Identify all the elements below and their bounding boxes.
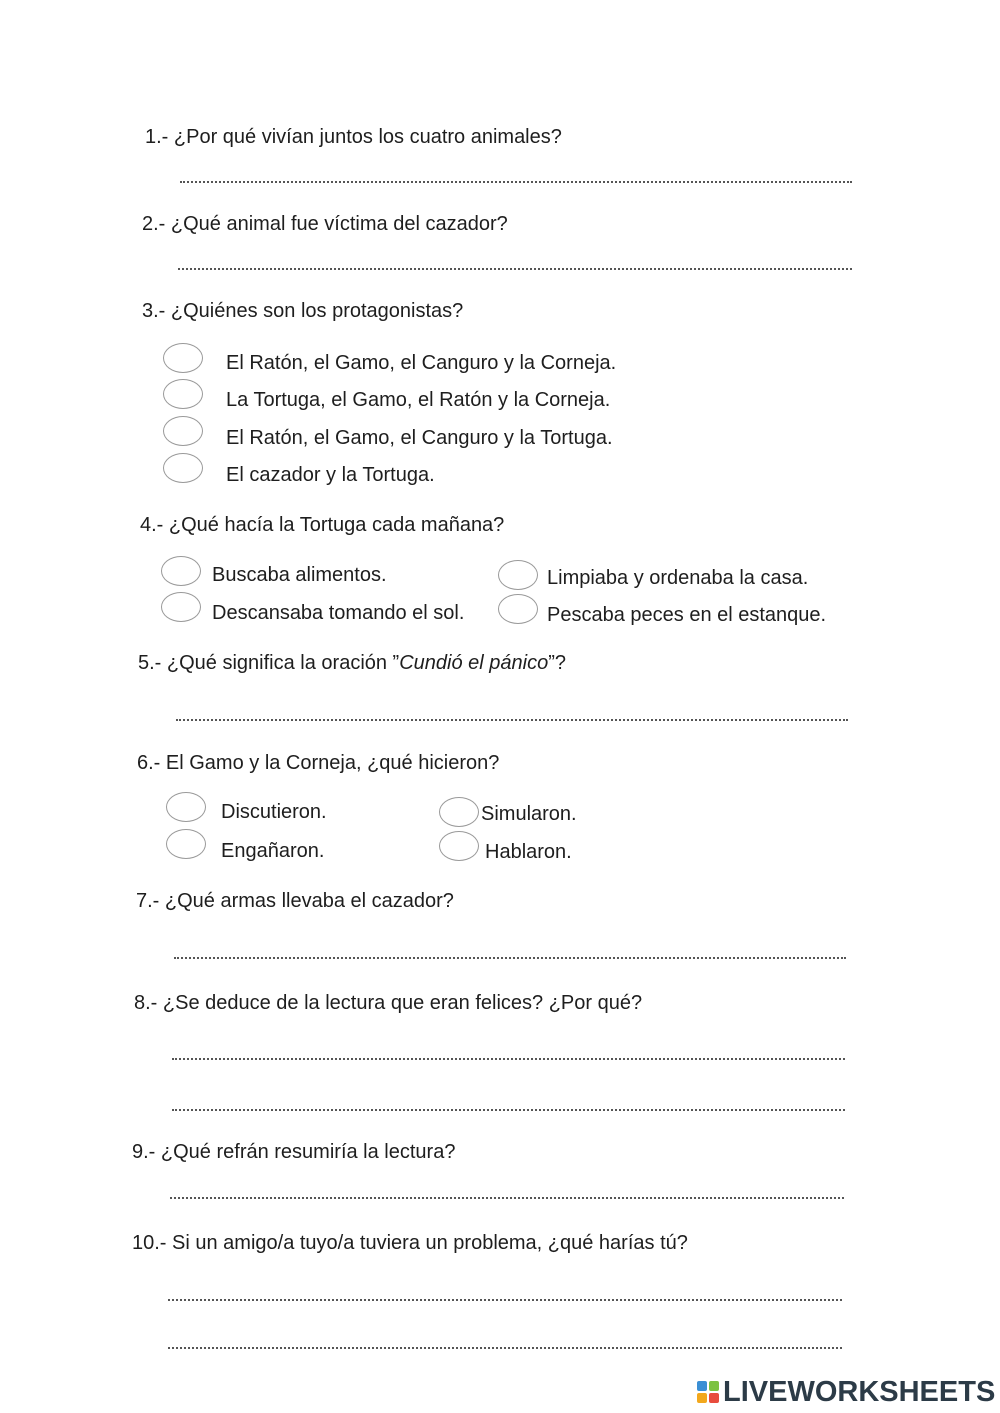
logo-tile: [709, 1393, 719, 1403]
q4-option-2-radio[interactable]: [161, 592, 201, 622]
question-5-quote: Cundió el pánico: [399, 652, 549, 674]
q3-option-1-radio[interactable]: [163, 343, 203, 373]
question-8: 8.- ¿Se deduce de la lectura que eran felices? ¿Por qué?: [134, 992, 643, 1014]
question-5-text-end: ”?: [548, 652, 567, 674]
q4-option-3-label: Limpiaba y ordenaba la casa.: [547, 567, 809, 589]
q4-option-4-label: Pescaba peces en el estanque.: [547, 604, 827, 626]
q6-option-1-radio[interactable]: [166, 792, 206, 822]
question-5: [138, 652, 566, 675]
q3-option-4-label: El cazador y la Tortuga.: [226, 464, 435, 486]
q6-option-2-radio[interactable]: [166, 829, 206, 859]
question-4: 4.- ¿Qué hacía la Tortuga cada mañana?: [140, 514, 505, 536]
answer-line-10a[interactable]: [168, 1299, 842, 1301]
q4-option-2-label: Descansaba tomando el sol.: [212, 602, 465, 624]
q6-option-2-label: Engañaron.: [221, 840, 325, 862]
q4-option-3-radio[interactable]: [498, 560, 538, 590]
logo-tile: [697, 1381, 707, 1391]
q4-option-4-radio[interactable]: [498, 594, 538, 624]
question-2: 2.- ¿Qué animal fue víctima del cazador?: [142, 213, 508, 235]
answer-line-8b[interactable]: [172, 1109, 845, 1111]
logo-tile: [709, 1381, 719, 1391]
question-3: 3.- ¿Quiénes son los protagonistas?: [142, 300, 464, 322]
q3-option-4-radio[interactable]: [163, 453, 203, 483]
q6-option-4-radio[interactable]: [439, 831, 479, 861]
q3-option-3-label: El Ratón, el Gamo, el Canguro y la Tortuga.: [226, 427, 613, 449]
q4-option-1-radio[interactable]: [161, 556, 201, 586]
q6-option-3-label: Simularon.: [481, 803, 577, 825]
q6-option-1-label: Discutieron.: [221, 801, 327, 823]
q4-option-1-label: Buscaba alimentos.: [212, 564, 387, 586]
question-10: 10.- Si un amigo/a tuyo/a tuviera un problema, ¿qué harías tú?: [132, 1232, 688, 1254]
answer-line-8a[interactable]: [172, 1058, 845, 1060]
question-9: 9.- ¿Qué refrán resumiría la lectura?: [132, 1141, 456, 1163]
question-5-text: 5.- ¿Qué significa la oración ”: [138, 652, 400, 674]
question-6: 6.- El Gamo y la Corneja, ¿qué hicieron?: [137, 752, 500, 774]
q6-option-4-label: Hablaron.: [485, 841, 572, 863]
question-1: 1.- ¿Por qué vivían juntos los cuatro animales?: [145, 126, 562, 148]
q3-option-2-label: La Tortuga, el Gamo, el Ratón y la Corneja.: [226, 389, 611, 411]
q3-option-1-label: El Ratón, el Gamo, el Canguro y la Corneja.: [226, 352, 617, 374]
q3-option-3-radio[interactable]: [163, 416, 203, 446]
answer-line-7[interactable]: [174, 957, 846, 959]
liveworksheets-logo-icon: [697, 1381, 719, 1403]
q3-option-2-radio[interactable]: [163, 379, 203, 409]
answer-line-5[interactable]: [176, 719, 848, 721]
question-7: 7.- ¿Qué armas llevaba el cazador?: [136, 890, 454, 912]
answer-line-9[interactable]: [170, 1197, 844, 1199]
liveworksheets-logo-text: LIVEWORKSHEETS: [723, 1376, 996, 1408]
liveworksheets-logo: [697, 1377, 995, 1407]
answer-line-1[interactable]: [180, 181, 852, 183]
answer-line-2[interactable]: [178, 268, 852, 270]
logo-tile: [697, 1393, 707, 1403]
answer-line-10b[interactable]: [168, 1347, 842, 1349]
q6-option-3-radio[interactable]: [439, 797, 479, 827]
